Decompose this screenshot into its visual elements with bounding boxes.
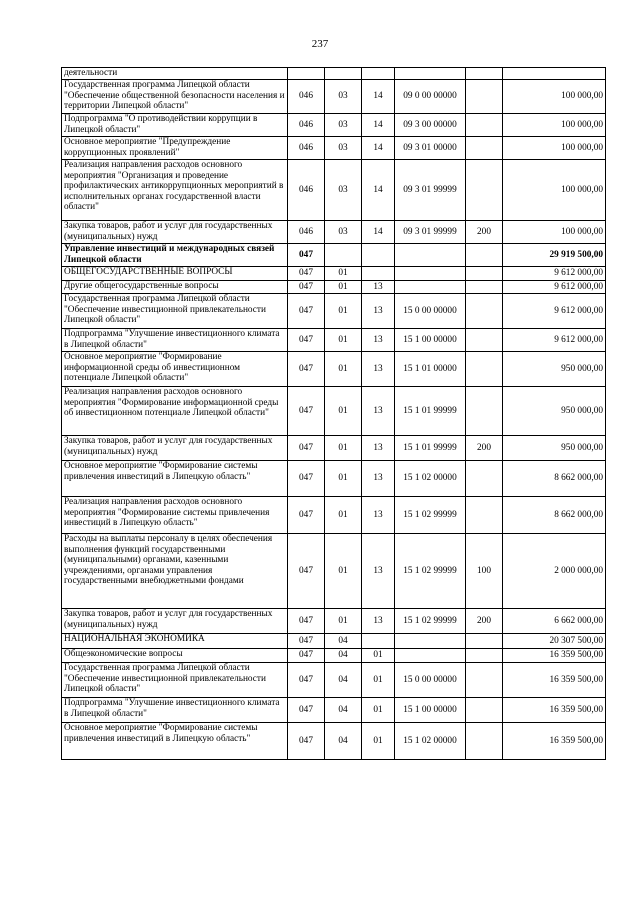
- row-subsection-cell: 13: [362, 281, 395, 294]
- row-subsection-cell: [362, 68, 395, 80]
- row-section-cell: 01: [325, 497, 362, 534]
- table-row: [62, 244, 606, 267]
- row-target-article-cell: 15 1 01 99999: [395, 387, 466, 436]
- row-name-cell: Подпрограмма "Улучшение инвестиционного климата в Липецкой области": [62, 329, 288, 352]
- row-name-cell: Подпрограмма "О противодействии коррупции в Липецкой области": [62, 114, 288, 137]
- row-name-cell: Закупка товаров, работ и услуг для государственных (муниципальных) нужд: [62, 609, 288, 634]
- table-row: [62, 698, 606, 723]
- row-name-cell: Основное мероприятие "Формирование системы привлечения инвестиций в Липецкую область": [62, 723, 288, 760]
- row-amount-cell: 8 662 000,00: [503, 461, 606, 497]
- table-row: [62, 329, 606, 352]
- row-ved-cell: 047: [288, 387, 325, 436]
- row-subsection-cell: 01: [362, 663, 395, 698]
- table-row: [62, 267, 606, 281]
- row-target-article-cell: 09 3 01 00000: [395, 137, 466, 160]
- table-row: [62, 352, 606, 387]
- row-subsection-cell: 14: [362, 137, 395, 160]
- table-row: [62, 461, 606, 497]
- table-row: [62, 68, 606, 80]
- row-expense-type-cell: [466, 80, 503, 114]
- row-subsection-cell: 14: [362, 80, 395, 114]
- row-expense-type-cell: 200: [466, 609, 503, 634]
- row-subsection-cell: 13: [362, 352, 395, 387]
- table-row: [62, 534, 606, 609]
- row-ved-cell: 047: [288, 294, 325, 329]
- row-subsection-cell: 14: [362, 114, 395, 137]
- row-target-article-cell: [395, 68, 466, 80]
- row-subsection-cell: 13: [362, 329, 395, 352]
- row-ved-cell: 047: [288, 497, 325, 534]
- row-ved-cell: 047: [288, 609, 325, 634]
- row-expense-type-cell: [466, 723, 503, 760]
- table-row: [62, 634, 606, 649]
- row-ved-cell: 047: [288, 281, 325, 294]
- row-section-cell: 04: [325, 649, 362, 663]
- row-subsection-cell: 13: [362, 534, 395, 609]
- row-name-cell: Управление инвестиций и международных связей Липецкой области: [62, 244, 288, 267]
- row-name-cell: Общеэкономические вопросы: [62, 649, 288, 663]
- row-amount-cell: 950 000,00: [503, 352, 606, 387]
- table-row: [62, 221, 606, 244]
- row-subsection-cell: 01: [362, 723, 395, 760]
- row-section-cell: [325, 244, 362, 267]
- row-ved-cell: 046: [288, 80, 325, 114]
- row-expense-type-cell: [466, 267, 503, 281]
- row-name-cell: Закупка товаров, работ и услуг для государственных (муниципальных) нужд: [62, 436, 288, 461]
- table-row: [62, 609, 606, 634]
- row-subsection-cell: 13: [362, 387, 395, 436]
- row-ved-cell: 047: [288, 244, 325, 267]
- row-target-article-cell: 15 1 00 00000: [395, 698, 466, 723]
- row-section-cell: 01: [325, 609, 362, 634]
- row-ved-cell: [288, 68, 325, 80]
- row-ved-cell: 047: [288, 267, 325, 281]
- row-name-cell: Реализация направления расходов основного мероприятия "Организация и проведение профилактических антикоррупционных мероприятий в исполнительных органах государственной власти области": [62, 160, 288, 221]
- row-ved-cell: 047: [288, 329, 325, 352]
- row-amount-cell: 29 919 500,00: [503, 244, 606, 267]
- budget-table: [61, 67, 606, 760]
- row-name-cell: Основное мероприятие "Предупреждение коррупционных проявлений": [62, 137, 288, 160]
- row-section-cell: 01: [325, 387, 362, 436]
- row-target-article-cell: 15 1 02 99999: [395, 609, 466, 634]
- row-expense-type-cell: [466, 634, 503, 649]
- row-ved-cell: 047: [288, 698, 325, 723]
- row-target-article-cell: 15 1 02 00000: [395, 723, 466, 760]
- table-row: [62, 160, 606, 221]
- row-ved-cell: 047: [288, 634, 325, 649]
- row-amount-cell: 16 359 500,00: [503, 723, 606, 760]
- row-section-cell: 01: [325, 461, 362, 497]
- row-amount-cell: 16 359 500,00: [503, 649, 606, 663]
- row-expense-type-cell: [466, 352, 503, 387]
- table-row: [62, 497, 606, 534]
- row-amount-cell: 100 000,00: [503, 160, 606, 221]
- row-target-article-cell: 15 1 01 99999: [395, 436, 466, 461]
- row-amount-cell: 9 612 000,00: [503, 281, 606, 294]
- row-subsection-cell: [362, 634, 395, 649]
- row-target-article-cell: 15 1 01 00000: [395, 352, 466, 387]
- row-expense-type-cell: 200: [466, 436, 503, 461]
- row-target-article-cell: [395, 649, 466, 663]
- table-row: [62, 80, 606, 114]
- row-expense-type-cell: [466, 663, 503, 698]
- table-row: [62, 723, 606, 760]
- row-expense-type-cell: [466, 329, 503, 352]
- table-row: [62, 114, 606, 137]
- row-amount-cell: 2 000 000,00: [503, 534, 606, 609]
- row-amount-cell: 6 662 000,00: [503, 609, 606, 634]
- row-subsection-cell: [362, 267, 395, 281]
- row-expense-type-cell: [466, 649, 503, 663]
- table-row: [62, 663, 606, 698]
- row-ved-cell: 046: [288, 114, 325, 137]
- row-name-cell: ОБЩЕГОСУДАРСТВЕННЫЕ ВОПРОСЫ: [62, 267, 288, 281]
- row-ved-cell: 047: [288, 723, 325, 760]
- row-ved-cell: 047: [288, 534, 325, 609]
- row-name-cell: Закупка товаров, работ и услуг для государственных (муниципальных) нужд: [62, 221, 288, 244]
- row-expense-type-cell: 200: [466, 221, 503, 244]
- row-section-cell: 03: [325, 80, 362, 114]
- row-section-cell: 03: [325, 221, 362, 244]
- row-subsection-cell: [362, 244, 395, 267]
- row-subsection-cell: 14: [362, 160, 395, 221]
- row-name-cell: Другие общегосударственные вопросы: [62, 281, 288, 294]
- row-amount-cell: 9 612 000,00: [503, 294, 606, 329]
- row-target-article-cell: 15 1 02 99999: [395, 497, 466, 534]
- row-target-article-cell: 09 3 01 99999: [395, 221, 466, 244]
- row-subsection-cell: 01: [362, 698, 395, 723]
- row-ved-cell: 047: [288, 352, 325, 387]
- row-subsection-cell: 13: [362, 497, 395, 534]
- row-section-cell: 04: [325, 634, 362, 649]
- row-subsection-cell: 01: [362, 649, 395, 663]
- row-ved-cell: 047: [288, 461, 325, 497]
- row-expense-type-cell: [466, 497, 503, 534]
- row-name-cell: деятельности: [62, 68, 288, 80]
- row-expense-type-cell: [466, 281, 503, 294]
- row-amount-cell: 100 000,00: [503, 80, 606, 114]
- row-expense-type-cell: [466, 244, 503, 267]
- table-row: [62, 281, 606, 294]
- row-amount-cell: 8 662 000,00: [503, 497, 606, 534]
- row-ved-cell: 047: [288, 649, 325, 663]
- row-target-article-cell: 09 3 01 99999: [395, 160, 466, 221]
- row-expense-type-cell: [466, 387, 503, 436]
- row-target-article-cell: [395, 267, 466, 281]
- row-name-cell: Государственная программа Липецкой области "Обеспечение инвестиционной привлекательности Липецкой области": [62, 294, 288, 329]
- row-name-cell: Основное мероприятие "Формирование системы привлечения инвестиций в Липецкую область": [62, 461, 288, 497]
- row-section-cell: 03: [325, 137, 362, 160]
- row-section-cell: 04: [325, 723, 362, 760]
- row-section-cell: 01: [325, 534, 362, 609]
- row-ved-cell: 046: [288, 160, 325, 221]
- row-amount-cell: 100 000,00: [503, 114, 606, 137]
- row-subsection-cell: 13: [362, 461, 395, 497]
- row-expense-type-cell: [466, 461, 503, 497]
- row-target-article-cell: 09 0 00 00000: [395, 80, 466, 114]
- row-section-cell: 01: [325, 436, 362, 461]
- row-target-article-cell: [395, 281, 466, 294]
- row-target-article-cell: 15 1 02 00000: [395, 461, 466, 497]
- row-section-cell: 01: [325, 281, 362, 294]
- row-amount-cell: 950 000,00: [503, 387, 606, 436]
- row-target-article-cell: 15 1 02 99999: [395, 534, 466, 609]
- row-section-cell: 04: [325, 698, 362, 723]
- row-section-cell: 04: [325, 663, 362, 698]
- row-amount-cell: 9 612 000,00: [503, 267, 606, 281]
- row-section-cell: [325, 68, 362, 80]
- row-amount-cell: 100 000,00: [503, 137, 606, 160]
- row-target-article-cell: 15 0 00 00000: [395, 294, 466, 329]
- row-section-cell: 01: [325, 294, 362, 329]
- row-target-article-cell: [395, 634, 466, 649]
- row-expense-type-cell: 100: [466, 534, 503, 609]
- row-expense-type-cell: [466, 698, 503, 723]
- row-ved-cell: 047: [288, 436, 325, 461]
- row-name-cell: Реализация направления расходов основного мероприятия "Формирование системы привлечения инвестиций в Липецкую область": [62, 497, 288, 534]
- row-amount-cell: [503, 68, 606, 80]
- row-subsection-cell: 13: [362, 436, 395, 461]
- page-number: 237: [311, 38, 329, 50]
- row-expense-type-cell: [466, 160, 503, 221]
- row-ved-cell: 046: [288, 221, 325, 244]
- table-row: [62, 649, 606, 663]
- row-ved-cell: 047: [288, 663, 325, 698]
- row-subsection-cell: 13: [362, 609, 395, 634]
- row-amount-cell: 16 359 500,00: [503, 663, 606, 698]
- budget-table-body: [62, 68, 606, 760]
- row-name-cell: Подпрограмма "Улучшение инвестиционного климата в Липецкой области": [62, 698, 288, 723]
- row-ved-cell: 046: [288, 137, 325, 160]
- row-name-cell: Реализация направления расходов основного мероприятия "Формирование информационной среды об инвестиционном потенциале Липецкой области": [62, 387, 288, 436]
- row-amount-cell: 9 612 000,00: [503, 329, 606, 352]
- row-name-cell: НАЦИОНАЛЬНАЯ ЭКОНОМИКА: [62, 634, 288, 649]
- table-row: [62, 387, 606, 436]
- row-section-cell: 03: [325, 114, 362, 137]
- row-expense-type-cell: [466, 294, 503, 329]
- row-target-article-cell: 09 3 00 00000: [395, 114, 466, 137]
- row-amount-cell: 16 359 500,00: [503, 698, 606, 723]
- row-name-cell: Расходы на выплаты персоналу в целях обеспечения выполнения функций государственными (муниципальными) органами, казенными учреждениями, органами управления государственными внебюджетными фондами: [62, 534, 288, 609]
- row-expense-type-cell: [466, 68, 503, 80]
- row-expense-type-cell: [466, 137, 503, 160]
- table-row: [62, 436, 606, 461]
- row-section-cell: 01: [325, 352, 362, 387]
- row-amount-cell: 100 000,00: [503, 221, 606, 244]
- row-subsection-cell: 14: [362, 221, 395, 244]
- table-row: [62, 294, 606, 329]
- row-name-cell: Основное мероприятие "Формирование информационной среды об инвестиционном потенциале Липецкой области": [62, 352, 288, 387]
- row-name-cell: Государственная программа Липецкой области "Обеспечение общественной безопасности населения и территории Липецкой области": [62, 80, 288, 114]
- row-target-article-cell: [395, 244, 466, 267]
- row-expense-type-cell: [466, 114, 503, 137]
- row-target-article-cell: 15 1 00 00000: [395, 329, 466, 352]
- row-section-cell: 03: [325, 160, 362, 221]
- row-name-cell: Государственная программа Липецкой области "Обеспечение инвестиционной привлекательности Липецкой области": [62, 663, 288, 698]
- row-subsection-cell: 13: [362, 294, 395, 329]
- row-amount-cell: 20 307 500,00: [503, 634, 606, 649]
- row-target-article-cell: 15 0 00 00000: [395, 663, 466, 698]
- row-section-cell: 01: [325, 267, 362, 281]
- row-section-cell: 01: [325, 329, 362, 352]
- row-amount-cell: 950 000,00: [503, 436, 606, 461]
- table-row: [62, 137, 606, 160]
